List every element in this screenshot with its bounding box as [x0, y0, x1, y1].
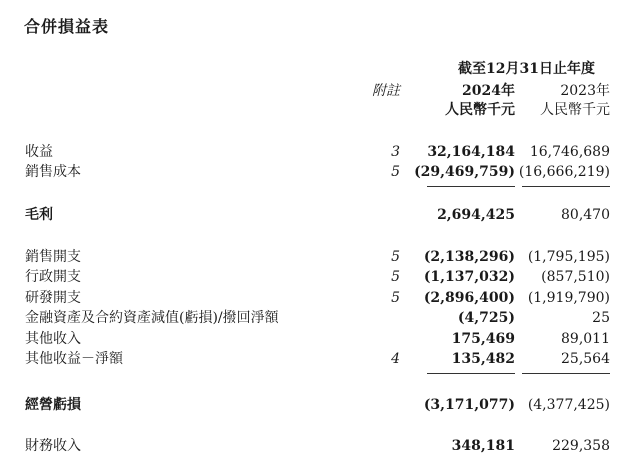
row-label-revenue: 收益	[25, 144, 53, 160]
unit-2023-header: 人民幣千元	[540, 102, 610, 118]
row-label-cost-of-sales: 銷售成本	[25, 164, 81, 180]
row-value-2024: 2,694,425	[437, 207, 515, 223]
row-note: 5	[391, 249, 400, 265]
row-value-2024: 348,181	[451, 438, 515, 454]
year-2024-header: 2024年	[462, 83, 515, 99]
row-value-2023: 229,358	[552, 438, 610, 454]
row-value-2023: (4,377,425)	[527, 397, 610, 413]
row-label-admin-expenses: 行政開支	[25, 269, 81, 285]
row-label-rd-expenses: 研發開支	[25, 290, 81, 306]
row-label-other-gains-net: 其他收益－淨額	[25, 351, 123, 367]
row-label-gross-profit: 毛利	[25, 207, 53, 223]
note-column-header: 附註	[372, 83, 400, 99]
row-value-2023: 80,470	[561, 207, 610, 223]
row-value-2024: (29,469,759)	[414, 164, 515, 180]
year-2023-header: 2023年	[560, 83, 610, 99]
row-value-2024: (2,896,400)	[423, 290, 515, 306]
row-value-2023: (1,919,790)	[527, 290, 610, 306]
row-value-2023: 16,746,689	[529, 144, 610, 160]
row-value-2024: 175,469	[451, 331, 515, 347]
row-value-2023: 25,564	[561, 351, 610, 367]
row-value-2023: (857,510)	[541, 269, 610, 285]
row-value-2024: 32,164,184	[427, 144, 515, 160]
row-note: 4	[391, 351, 400, 367]
row-value-2023: 89,011	[561, 331, 610, 347]
row-note: 3	[391, 144, 400, 160]
row-value-2023: 25	[592, 310, 610, 326]
subtotal-rule-2024	[427, 186, 515, 187]
row-note: 5	[391, 290, 400, 306]
row-label-operating-loss: 經營虧損	[25, 397, 81, 413]
row-label-other-income: 其他收入	[25, 331, 81, 347]
row-label-finance-income: 財務收入	[25, 438, 81, 454]
row-note: 5	[391, 269, 400, 285]
statement-title: 合併損益表	[24, 17, 110, 36]
period-header: 截至12月31日止年度	[458, 61, 595, 77]
row-value-2024: (3,171,077)	[423, 397, 515, 413]
row-value-2024: (1,137,032)	[423, 269, 515, 285]
row-value-2023: (1,795,195)	[527, 249, 610, 265]
row-value-2024: 135,482	[451, 351, 515, 367]
unit-2024-header: 人民幣千元	[445, 102, 515, 118]
row-value-2024: (2,138,296)	[423, 249, 515, 265]
row-note: 5	[391, 164, 400, 180]
row-value-2023: (16,666,219)	[518, 164, 610, 180]
row-label-selling-expenses: 銷售開支	[25, 249, 81, 265]
subtotal-rule-2023	[522, 373, 610, 374]
row-value-2024: (4,725)	[457, 310, 515, 326]
row-label-impairment: 金融資產及合約資產減值(虧損)/撥回淨額	[25, 310, 279, 326]
subtotal-rule-2024	[427, 373, 515, 374]
subtotal-rule-2023	[522, 186, 610, 187]
